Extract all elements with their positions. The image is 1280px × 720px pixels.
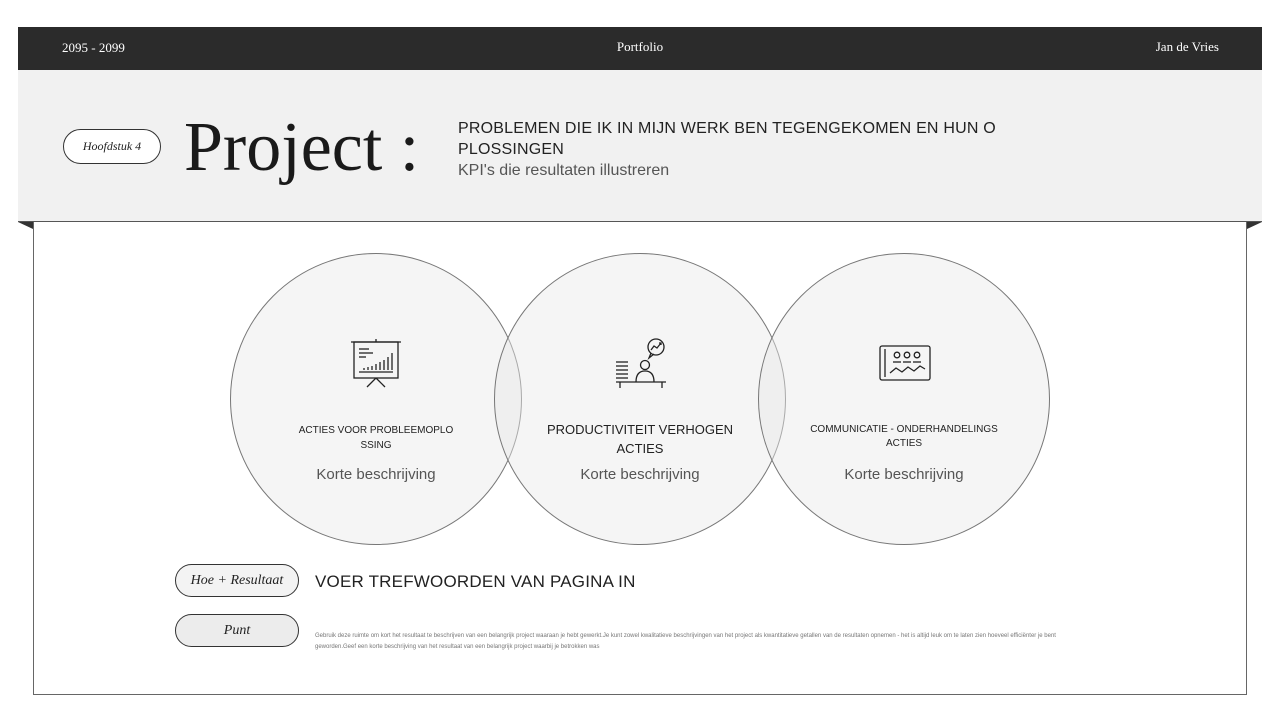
- page-headline: PROBLEMEN DIE IK IN MIJN WERK BEN TEGENGEKOMEN EN HUN OPLOSSINGEN: [458, 120, 996, 158]
- ribbon-fold-right: [1247, 222, 1262, 229]
- how-result-pill: Hoe + Resultaat: [175, 564, 299, 597]
- year-range: 2095 - 2099: [62, 40, 125, 55]
- portfolio-label: Portfolio: [616, 39, 664, 54]
- circle-description-productivity: Korte beschrijving: [580, 466, 700, 483]
- keywords-heading: VOER TREFWOORDEN VAN PAGINA IN: [315, 572, 636, 591]
- circle-description-problem-solving: Korte beschrijving: [316, 466, 436, 483]
- page-subtitle: KPI's die resultaten illustreren: [458, 162, 670, 179]
- circle-problem-solving: [230, 253, 522, 545]
- worker-growth-icon: [614, 338, 668, 390]
- presentation-chart-icon: [350, 339, 402, 389]
- dashboard-icon: [879, 345, 931, 381]
- circle-title-communication: COMMUNICATIE - ONDERHANDELINGSACTIES: [810, 424, 998, 449]
- ribbon-fold-left: [18, 222, 33, 229]
- chapter-pill: Hoofdstuk 4: [63, 129, 161, 164]
- point-pill: Punt: [175, 614, 299, 647]
- circle-title-productivity: PRODUCTIVITEIT VERHOGEN ACTIES: [546, 422, 734, 456]
- result-description: Gebruik deze ruimte om kort het resultaat te beschrijven van een belangrijk project waaraan je hebt gewerkt.Je kunt zowel kwalitatieve beschrijvingen van het project als kwantitatieve getallen van de resultaten opnemen - het is altijd leuk om te laten zien hoeveel efficiënter je bent geworden.Geef een korte beschrijving van het resultaat van een belangrijk project waarbij je betrokken was: [315, 633, 1056, 650]
- author-name: Jan de Vries: [1155, 39, 1219, 54]
- circle-productivity: [494, 253, 786, 545]
- page-title: Project :: [184, 109, 420, 186]
- circle-description-communication: Korte beschrijving: [844, 466, 964, 483]
- top-bar: [18, 27, 1262, 70]
- circle-communication: [758, 253, 1050, 545]
- circle-title-problem-solving: ACTIES VOOR PROBLEEMOPLOSSING: [298, 425, 454, 451]
